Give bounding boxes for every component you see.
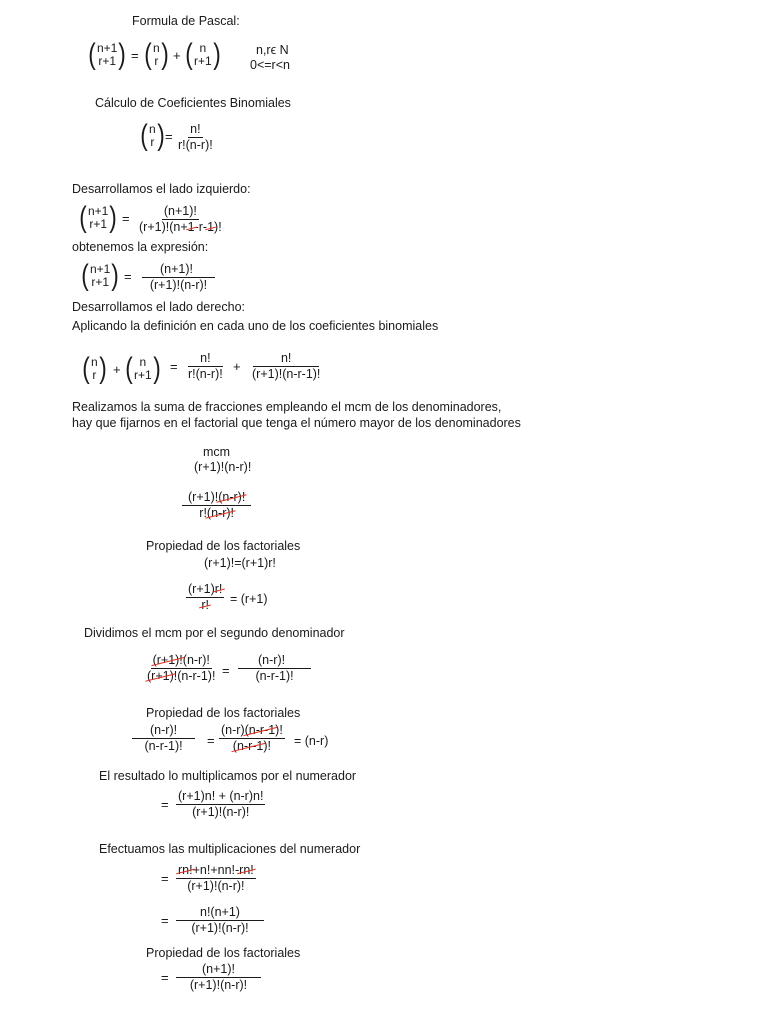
cancelled-term: (n-r)! <box>206 506 234 521</box>
propiedad-heading-1: Propiedad de los factoriales <box>146 539 301 553</box>
numerator: (n-r)! <box>238 654 311 669</box>
binom-top: n <box>139 355 147 369</box>
heading-pascal: Formula de Pascal: <box>132 14 240 28</box>
dividimos-text: Dividimos el mcm por el segundo denominador <box>84 626 345 640</box>
numerator-part: +n!+nn!- <box>192 863 240 877</box>
binom-right-a: ( n r ) <box>82 352 107 385</box>
cancelled-term: 1 <box>207 220 215 235</box>
binom-top: n+1 <box>88 204 109 218</box>
right-side-intro: Desarrollamos el lado derecho: <box>72 300 246 314</box>
numerator: n! <box>253 352 319 367</box>
binom-top: n+1 <box>90 262 111 276</box>
numerator: (n+1)! <box>142 263 215 278</box>
fraction-div-right <box>238 654 311 683</box>
cancelled-term: (n-r)! <box>218 490 246 504</box>
denominator <box>199 598 211 612</box>
equals-sign: = <box>122 211 130 226</box>
numerator: (n-r)! <box>132 724 195 739</box>
denominator: r!(n-r)! <box>178 138 213 153</box>
binom-a: ( n r ) <box>144 38 169 71</box>
fraction-r <box>186 583 224 612</box>
binom-bottom: r <box>154 54 159 68</box>
equals-sign: = <box>207 733 215 748</box>
cancelled-term: (n-r-1 <box>244 723 276 737</box>
denominator-part: )! <box>214 220 222 235</box>
binom-bottom: r <box>150 135 155 149</box>
numerator <box>176 864 256 879</box>
condition-domain: n,rϵ N <box>256 43 289 57</box>
equals-sign: = <box>131 48 139 63</box>
equals-sign: = <box>161 913 169 928</box>
cancelled-term: (n-r-1 <box>232 739 264 754</box>
fraction-efect2 <box>176 906 264 935</box>
fraction-final <box>176 963 261 992</box>
fraction-left2 <box>142 263 215 292</box>
cancelled-term: rn! <box>239 863 254 877</box>
cancelled-term: (r+1) <box>147 669 174 684</box>
mcm-label: mcm <box>203 445 231 459</box>
cancelled-term: rn! <box>178 863 193 877</box>
fraction-prop2-mid <box>219 724 285 753</box>
propiedad-heading-3: Propiedad de los factoriales <box>146 946 301 960</box>
cancelled-term: 1 <box>187 220 195 235</box>
equals-sign: = <box>222 663 230 678</box>
plus-sign: + <box>113 362 121 377</box>
heading-calculo: Cálculo de Coeficientes Binomiales <box>95 96 291 110</box>
denominator: (r+1)!(n-r-1)! <box>252 367 321 382</box>
cancelled-term: r! <box>214 582 223 596</box>
fraction-right1 <box>186 352 225 381</box>
left-side-intro: Desarrollamos el lado izquierdo: <box>72 182 251 196</box>
denominator: (r+1)!(n-r)! <box>187 879 245 894</box>
numerator-part: (n-r) <box>221 723 245 737</box>
denominator: (r+1)!(n-r)! <box>192 805 250 820</box>
equals-sign: = <box>165 129 173 144</box>
numerator <box>219 724 285 739</box>
binom-def: ( n r ) <box>140 119 165 152</box>
prop2-result: = (n-r) <box>294 734 329 748</box>
denominator-part: !(n-r-1)! <box>173 669 216 684</box>
fraction-efect1 <box>176 864 256 893</box>
numerator-part: )! <box>275 723 283 737</box>
numerator-part: (n-r)! <box>182 653 210 667</box>
cancelled-term: r! <box>201 598 210 613</box>
equals-sign: = <box>124 269 132 284</box>
right-side-intro-2: Aplicando la definición en cada uno de los coeficientes binomiales <box>72 319 439 333</box>
efectuamos-text: Efectuamos las multiplicaciones del numerador <box>99 842 361 856</box>
fraction-r-result: = (r+1) <box>230 592 268 606</box>
denominator-part: -r- <box>194 220 208 235</box>
equals-sign: = <box>161 797 169 812</box>
denominator: (r+1)!(n-r)! <box>191 921 249 936</box>
binom-bottom: r+1 <box>194 54 212 68</box>
numerator: n! <box>188 352 222 367</box>
suma-text-1: Realizamos la suma de fracciones empleando el mcm de los denominadores, <box>72 400 502 414</box>
numerator: (n+1)! <box>162 205 199 220</box>
plus-sign: + <box>233 359 241 374</box>
numerator <box>186 583 224 598</box>
multiplicamos-text: El resultado lo multiplicamos por el numerador <box>99 769 357 783</box>
binom-top: n <box>153 41 160 55</box>
binom-left2: ( n+1 r+1 ) <box>81 259 120 292</box>
numerator: (n+1)! <box>176 963 261 978</box>
binom-bottom: r+1 <box>89 217 108 231</box>
fraction-div-left <box>145 654 217 683</box>
cancelled-term: (r+1)! <box>152 653 183 667</box>
binom-b: ( n r+1 ) <box>185 38 221 71</box>
fraction-mcm <box>182 491 251 520</box>
denominator: (r+1)!(n-r)! <box>149 278 208 293</box>
binom-lhs: ( n+1 r+1 ) <box>88 38 127 71</box>
obtenemos-text: obtenemos la expresión: <box>72 240 209 254</box>
fraction-prop2-left <box>132 724 195 753</box>
equals-sign: = <box>170 359 178 374</box>
denominator-part: (r+1)!(n+ <box>139 220 188 235</box>
binom-bottom: r+1 <box>134 368 152 382</box>
denominator-part: )! <box>263 739 271 754</box>
numerator: n!(n+1) <box>176 906 264 921</box>
denominator <box>197 506 236 520</box>
binom-top: n <box>91 355 98 369</box>
binom-top: n <box>199 41 207 55</box>
denominator-part: r! <box>199 506 207 521</box>
binom-right-b: ( n r+1 ) <box>125 352 161 385</box>
equals-sign: = <box>161 871 169 886</box>
binom-top: n+1 <box>97 41 118 55</box>
denominator: (r+1)!(n-r)! <box>189 978 248 993</box>
fraction-right2 <box>250 352 322 381</box>
binom-bottom: r+1 <box>91 275 110 289</box>
denominator <box>231 739 273 753</box>
binom-bottom: r <box>92 368 97 382</box>
numerator-part: (r+1) <box>188 582 215 596</box>
numerator <box>151 654 212 669</box>
binom-bottom: r+1 <box>98 54 117 68</box>
binom-top: n <box>149 122 156 136</box>
numerator-part: (r+1)! <box>188 490 219 504</box>
mcm-value: (r+1)!(n-r)! <box>194 460 252 474</box>
fraction-mult <box>176 790 265 819</box>
propiedad-equation-1: (r+1)!=(r+1)r! <box>204 556 276 570</box>
numerator <box>182 491 251 506</box>
denominator: r!(n-r)! <box>188 367 223 382</box>
propiedad-heading-2: Propiedad de los factoriales <box>146 706 301 720</box>
denominator <box>137 220 224 234</box>
binom-left1: ( n+1 r+1 ) <box>79 201 118 234</box>
denominator <box>145 669 217 683</box>
suma-text-2: hay que fijarnos en el factorial que tenga el número mayor de los denominadores <box>72 416 521 430</box>
plus-sign: + <box>173 48 181 63</box>
numerator: n! <box>188 123 202 138</box>
denominator: (n-r-1)! <box>255 669 294 684</box>
condition-range: 0<=r<n <box>250 58 290 72</box>
fraction-left1 <box>137 205 224 234</box>
numerator: (r+1)n! + (n-r)n! <box>176 790 265 805</box>
equals-sign: = <box>161 970 169 985</box>
fraction-def <box>176 123 215 152</box>
denominator: (n-r-1)! <box>144 739 183 754</box>
